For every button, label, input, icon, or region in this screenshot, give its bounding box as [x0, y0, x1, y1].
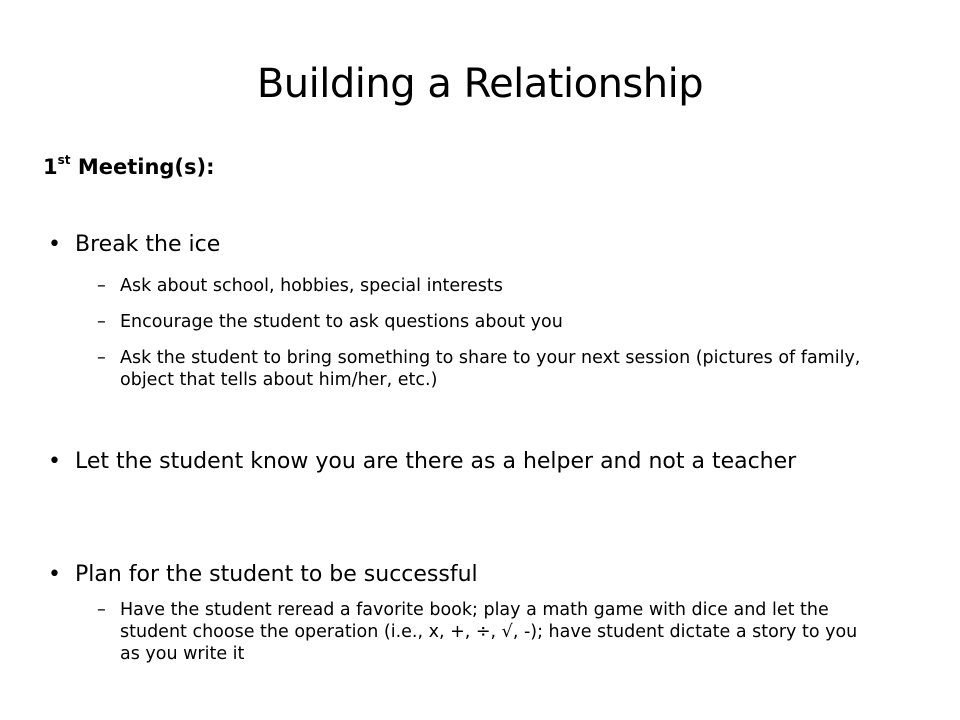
sub-bullet-text: Ask about school, hobbies, special interests: [120, 276, 503, 296]
section-heading: [43, 148, 215, 181]
bullet-item: [48, 562, 928, 588]
sub-bullet-item: [97, 599, 877, 665]
bullet-marker: •: [48, 449, 61, 474]
bullet-item: [48, 232, 928, 258]
section-heading-ordinal: st: [57, 153, 71, 167]
bullet-text: Plan for the student to be successful: [75, 562, 478, 587]
slide-title: Building a Relationship: [256, 61, 704, 107]
sub-bullet-text: Ask the student to bring something to share to your next session (pictures of family, object that tells about him/her, etc.): [120, 348, 861, 390]
sub-bullet-item: [97, 275, 877, 297]
sub-bullet-marker: –: [97, 348, 106, 368]
sub-bullet-marker: –: [97, 312, 106, 332]
bullet-text: Let the student know you are there as a helper and not a teacher: [75, 449, 797, 474]
sub-bullet-text: Encourage the student to ask questions about you: [120, 312, 563, 332]
sub-bullet-text: Have the student reread a favorite book; play a math game with dice and let the student choose the operation (i.e., x, +, ÷, √, -); have student dictate a story to you as you write it: [120, 600, 858, 664]
bullet-item: [48, 449, 928, 475]
bullet-text: Break the ice: [75, 232, 221, 257]
sub-bullet-item: [97, 311, 877, 333]
sub-bullet-item: [97, 347, 877, 391]
section-heading-number: 1: [43, 155, 58, 179]
bullet-marker: •: [48, 232, 61, 257]
bullet-marker: •: [48, 562, 61, 587]
section-heading-label: Meeting(s):: [70, 155, 215, 179]
sub-bullet-marker: –: [97, 276, 106, 296]
sub-bullet-marker: –: [97, 600, 106, 620]
